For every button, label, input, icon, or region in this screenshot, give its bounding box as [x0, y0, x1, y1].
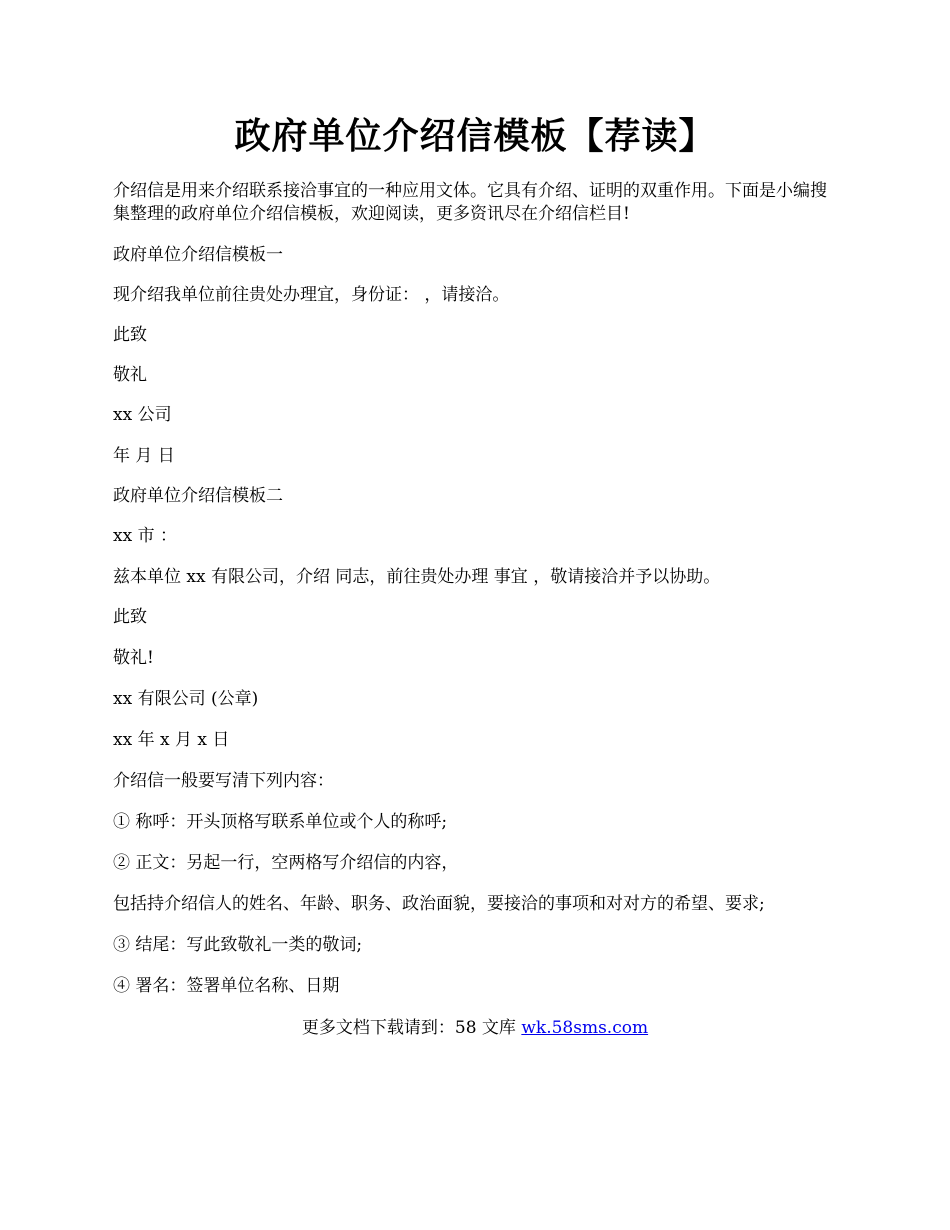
document-title: 政府单位介绍信模板【荐读】 [234, 115, 716, 157]
list-item: ① 称呼：开头顶格写联系单位或个人的称呼; [113, 812, 448, 832]
body-line: xx 有限公司 (公章) [113, 689, 259, 709]
body-line: xx 年 x 月 x 日 [113, 730, 230, 750]
list-item: ④ 署名：签署单位名称、日期 [113, 976, 340, 996]
intro-paragraph: 介绍信是用来介绍联系接洽事宜的一种应用文体。它具有介绍、证明的双重作用。下面是小编搜集整理的政府单位介绍信模板，欢迎阅读，更多资讯尽在介绍信栏目! [113, 181, 827, 224]
section-heading-template-one: 政府单位介绍信模板一 [113, 245, 283, 265]
body-line: 敬礼! [113, 648, 154, 668]
body-line: 包括持介绍信人的姓名、年龄、职务、政治面貌，要接洽的事项和对对方的希望、要求; [113, 894, 765, 914]
section-heading-template-two: 政府单位介绍信模板二 [113, 486, 283, 506]
body-line: 现介绍我单位前往贵处办理宜，身份证： ，请接洽。 [113, 285, 510, 305]
body-line: 年 月 日 [113, 446, 175, 466]
list-item: ③ 结尾：写此致敬礼一类的敬词; [113, 935, 363, 955]
footer [0, 1016, 950, 1040]
body-line: 此致 [113, 607, 147, 627]
list-item: ② 正文：另起一行，空两格写介绍信的内容， [113, 853, 459, 873]
body-line: 此致 [113, 325, 147, 345]
footer-text: 更多文档下载请到：58 文库 [301, 1018, 522, 1038]
body-line: 介绍信一般要写清下列内容： [113, 771, 334, 791]
footer-link[interactable]: wk.58sms.com [521, 1018, 649, 1038]
body-line: xx 市 ： [113, 526, 177, 546]
body-line: xx 公司 [113, 405, 172, 425]
body-line: 敬礼 [113, 365, 147, 385]
body-line: 兹本单位 xx 有限公司，介绍 同志，前往贵处办理 事宜 ，敬请接洽并予以协助。 [113, 567, 721, 587]
